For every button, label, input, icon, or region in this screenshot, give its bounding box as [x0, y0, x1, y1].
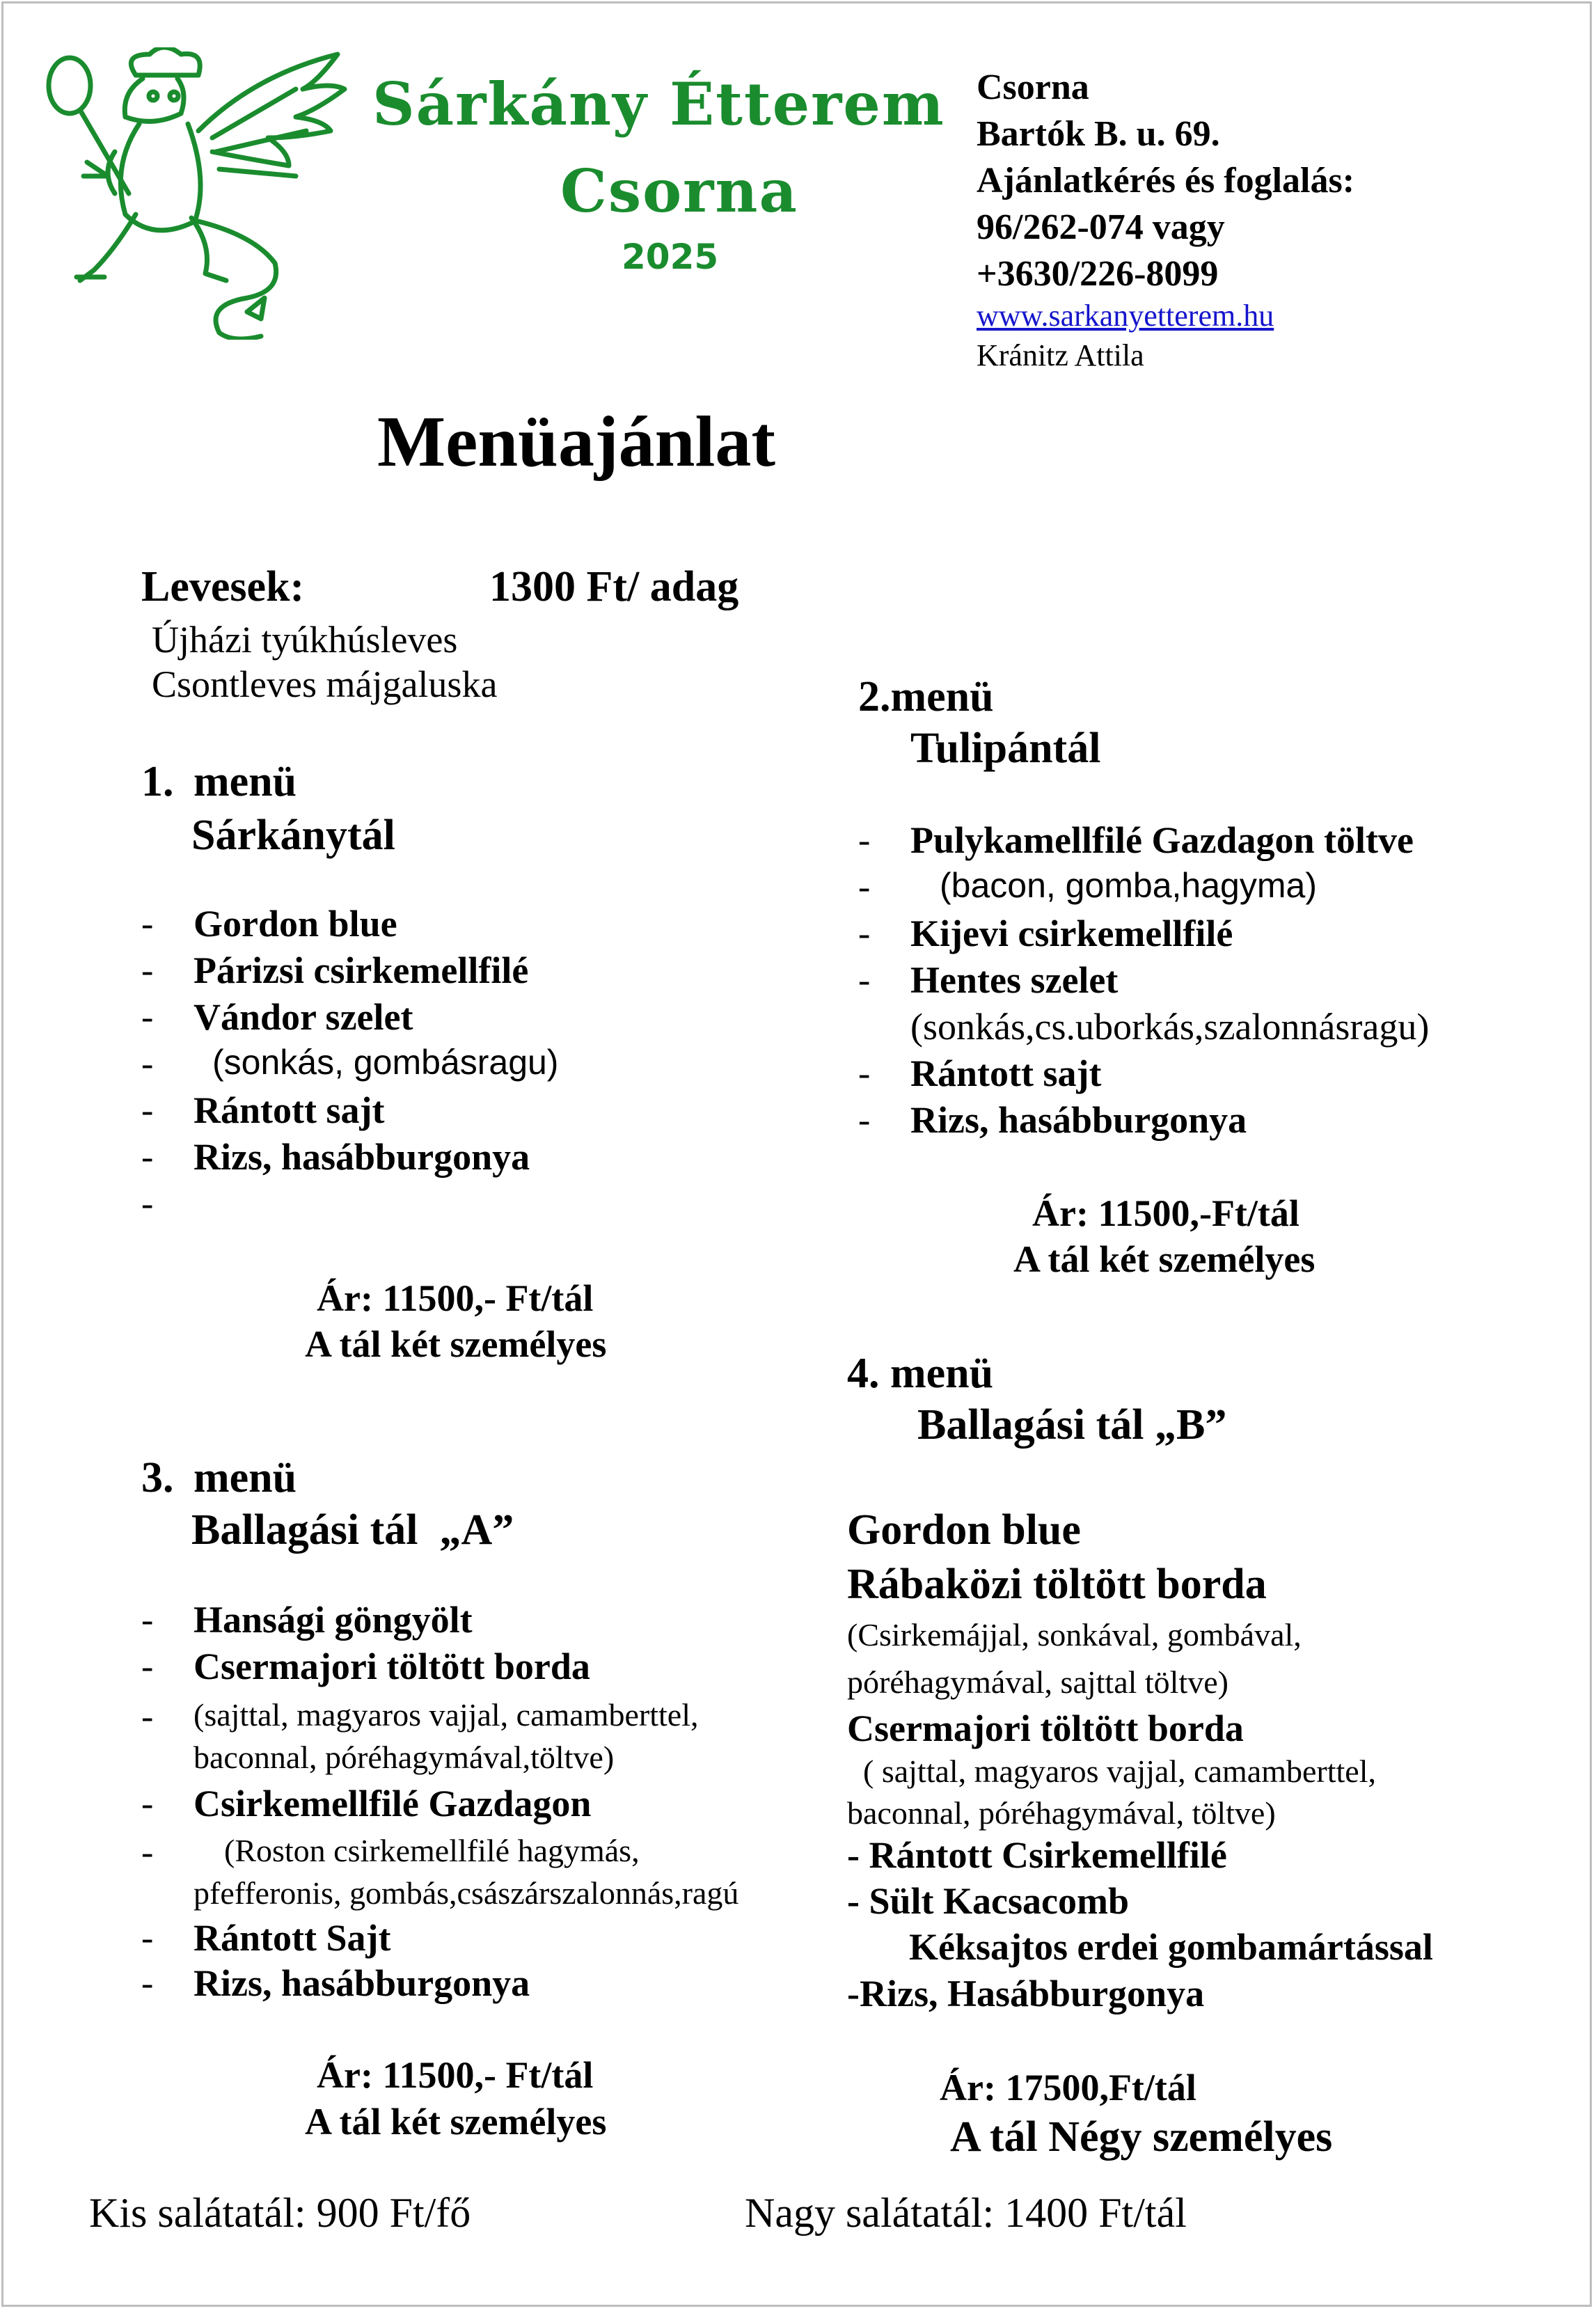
menu3-dash: - [141, 1918, 154, 1958]
menu4-item-3: (Csirkemájjal, sonkával, gombával, [847, 1617, 1302, 1653]
menu3-item-8: Rántott Sajt [193, 1917, 391, 1959]
menu3-dash: - [141, 1964, 154, 2003]
page-title: Menüajánlat [377, 402, 775, 482]
menu2-item-3: Kijevi csirkemellfilé [910, 913, 1233, 954]
menu3-dash: - [141, 1647, 154, 1687]
menu1-item-5: Rántott sajt [193, 1089, 385, 1131]
small-salad-price: Kis salátatál: 900 Ft/fő [89, 2190, 471, 2236]
contact-booking-label: Ajánlatkérés és foglalás: [977, 161, 1355, 200]
menu3-name: Ballagási tál „A” [191, 1506, 514, 1554]
menu1-item-6: Rizs, hasábburgonya [193, 1136, 530, 1178]
menu1-note: A tál két személyes [305, 1323, 607, 1365]
owner-name: Kránitz Attila [977, 338, 1144, 372]
menu2-dash: - [858, 1054, 871, 1094]
restaurant-year: 2025 [622, 237, 719, 277]
menu4-item-1: Gordon blue [847, 1506, 1081, 1554]
menu1-dash: - [141, 1184, 154, 1224]
menu2-price: Ár: 11500,-Ft/tál [1032, 1192, 1299, 1234]
menu2-item-2: (bacon, gomba,hagyma) [940, 866, 1317, 905]
menu4-item-8: - Rántott Csirkemellfilé [847, 1834, 1227, 1876]
menu1-dash: - [141, 1137, 154, 1177]
menu2-dash: - [858, 1101, 871, 1140]
menu3-item-2: Csermajori töltött borda [193, 1646, 590, 1687]
menu4-item-5: Csermajori töltött borda [847, 1707, 1244, 1749]
menu2-item-5: (sonkás,cs.uborkás,szalonnásragu) [910, 1006, 1430, 1048]
menu3-dash: - [141, 1833, 154, 1872]
contact-phone-1: 96/262-074 vagy [977, 207, 1225, 247]
menu4-note: A tál Négy személyes [950, 2113, 1333, 2161]
menu3-number: 3. [141, 1454, 174, 1501]
menu4-item-11: -Rizs, Hasábburgonya [847, 1973, 1205, 2014]
menu2-label: 2.menü [858, 673, 994, 720]
menu2-item-7: Rizs, hasábburgonya [910, 1099, 1247, 1141]
contact-city: Csorna [977, 68, 1089, 107]
menu2-item-1: Pulykamellfilé Gazdagon töltve [910, 819, 1414, 861]
menu3-note: A tál két személyes [305, 2101, 607, 2143]
menu3-item-3: (sajttal, magyaros vajjal, camamberttel, [193, 1697, 699, 1733]
menu3-item-1: Hansági göngyölt [193, 1599, 473, 1641]
menu3-dash: - [141, 1600, 154, 1640]
menu4-item-2: Rábaközi töltött borda [847, 1561, 1267, 1608]
menu1-name: Sárkánytál [191, 812, 395, 859]
menu3-item-6: (Roston csirkemellfilé hagymás, [224, 1833, 640, 1868]
soups-price: 1300 Ft/ adag [489, 563, 739, 610]
menu1-dash: - [141, 951, 154, 991]
soups-heading: Levesek: [141, 563, 305, 610]
menu1-item-4: (sonkás, gombásragu) [212, 1043, 559, 1082]
menu1-dash: - [141, 904, 154, 944]
menu4-item-4: póréhagymával, sajttal töltve) [847, 1664, 1228, 1700]
menu1-item-1: Gordon blue [193, 903, 397, 945]
menu1-item-2: Párizsi csirkemellfilé [193, 949, 529, 991]
menu4-item-6: ( sajttal, magyaros vajjal, camamberttel, [863, 1753, 1376, 1789]
contact-address: Bartók B. u. 69. [977, 114, 1220, 154]
menu3-label: menü [193, 1454, 297, 1501]
menu2-dash: - [858, 914, 871, 954]
menu3-price: Ár: 11500,- Ft/tál [317, 2054, 594, 2096]
menu1-label: menü [193, 758, 297, 805]
menu4-name: Ballagási tál „B” [917, 1401, 1227, 1449]
menu4-item-9: - Sült Kacsacomb [847, 1880, 1129, 1922]
menu2-dash: - [858, 821, 871, 860]
menu1-item-3: Vándor szelet [193, 996, 413, 1038]
contact-block [977, 64, 1354, 297]
website-link[interactable]: www.sarkanyetterem.hu [977, 299, 1274, 333]
menu2-dash: - [858, 867, 871, 907]
menu1-number: 1. [141, 758, 174, 805]
menu2-dash: - [858, 961, 871, 1000]
menu1-dash: - [141, 1044, 154, 1084]
contact-phone-2: +3630/226-8099 [977, 254, 1219, 294]
menu3-item-4: baconnal, póréhagymával,töltve) [193, 1740, 615, 1775]
menu1-dash: - [141, 1091, 154, 1130]
menu4-price: Ár: 17500,Ft/tál [940, 2067, 1196, 2108]
restaurant-name: Sárkány Étterem [372, 70, 945, 139]
menu1-price: Ár: 11500,- Ft/tál [317, 1277, 594, 1319]
restaurant-city: Csorna [560, 157, 798, 226]
dragon-chef-icon [38, 47, 365, 340]
soup-item-2: Csontleves májgaluska [152, 663, 498, 705]
soup-item-1: Újházi tyúkhúsleves [152, 619, 458, 661]
menu3-dash: - [141, 1784, 154, 1824]
menu3-item-9: Rizs, hasábburgonya [193, 1962, 530, 2004]
menu3-item-7: pfefferonis, gombás,császárszalonnás,ragú [193, 1875, 739, 1911]
menu2-name: Tulipántál [910, 725, 1101, 772]
menu4-item-7: baconnal, póréhagymával, töltve) [847, 1795, 1276, 1831]
menu2-item-4: Hentes szelet [910, 959, 1119, 1001]
menu3-item-5: Csirkemellfilé Gazdagon [193, 1783, 592, 1824]
menu4-item-10: Kéksajtos erdei gombamártással [909, 1926, 1433, 1968]
menu2-item-6: Rántott sajt [910, 1052, 1102, 1094]
menu3-dash: - [141, 1697, 154, 1737]
menu2-note: A tál két személyes [1013, 1238, 1315, 1280]
menu4-label: 4. menü [847, 1350, 994, 1397]
menu1-dash: - [141, 997, 154, 1037]
large-salad-price: Nagy salátatál: 1400 Ft/tál [745, 2190, 1187, 2236]
